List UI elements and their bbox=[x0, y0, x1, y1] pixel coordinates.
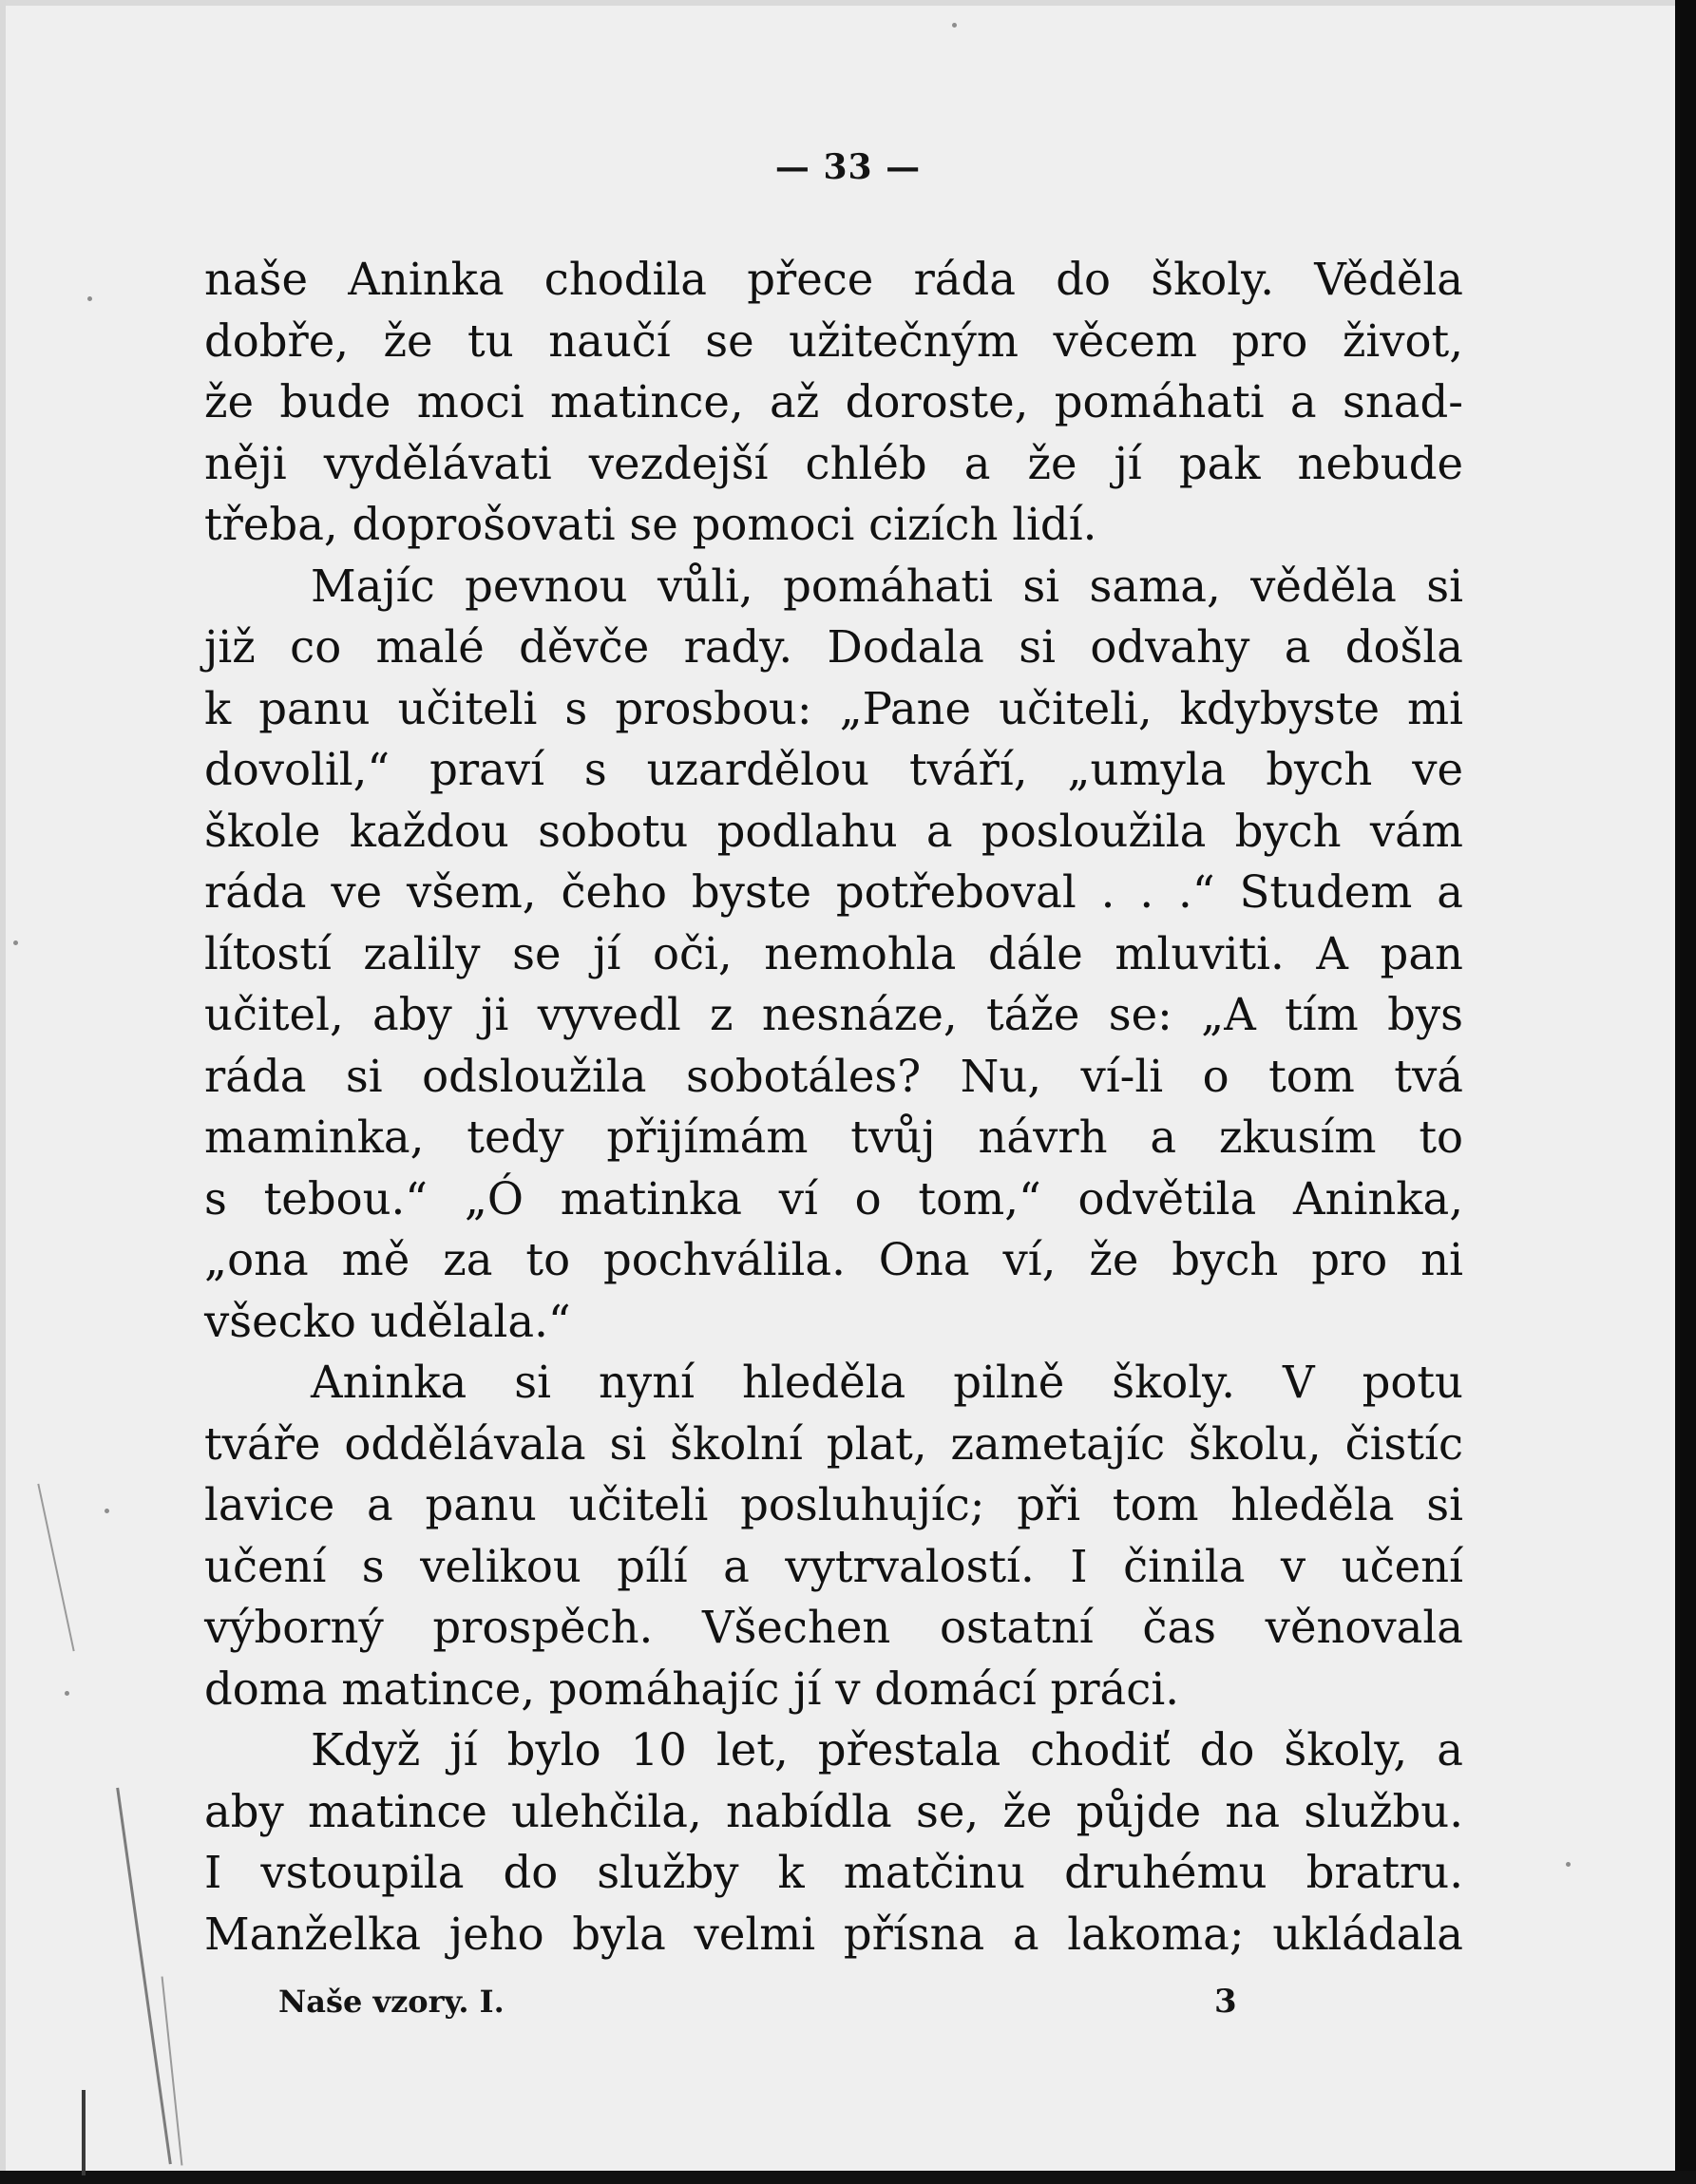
text-line: učitel, aby ji vyvedl z nesnáze, táže se: „A tím bys bbox=[204, 989, 1463, 1040]
text-line: naše Aninka chodila přece ráda do školy. Věděla bbox=[204, 254, 1463, 305]
text-line: I vstoupila do služby k matčinu druhému bratru. bbox=[204, 1847, 1463, 1898]
text-line: k panu učiteli s prosbou: „Pane učiteli, kdybyste mi bbox=[204, 682, 1463, 734]
paragraph bbox=[204, 1352, 1463, 1719]
paper-fibre-mark bbox=[116, 1788, 172, 2165]
text-line: Majíc pevnou vůli, pomáhati si sama, věděla si bbox=[311, 560, 1463, 612]
paper-speck bbox=[65, 1691, 69, 1696]
paper-speck bbox=[105, 1509, 109, 1513]
text-line: tváře oddělávala si školní plat, zametajíc školu, čistíc bbox=[204, 1417, 1463, 1470]
text-line: Když jí bylo 10 let, přestala chodiť do školy, a bbox=[311, 1724, 1463, 1776]
text-line: dobře, že tu naučí se užitečným věcem pro život, bbox=[204, 314, 1463, 367]
paragraph bbox=[204, 556, 1463, 1353]
text-line: Aninka si nyní hleděla pilně školy. V potu bbox=[311, 1357, 1463, 1408]
paragraph bbox=[204, 249, 1463, 556]
paper-fibre-mark bbox=[37, 1484, 74, 1651]
text-line: již co malé děvče rady. Dodala si odvahy a došla bbox=[204, 621, 1463, 673]
paper-speck bbox=[952, 23, 957, 28]
text-line: učení s velikou pílí a vytrvalostí. I činila v učení bbox=[204, 1540, 1463, 1592]
scan-edge-bottom bbox=[0, 2171, 1696, 2184]
page-footer bbox=[0, 1978, 1696, 2025]
paper-speck bbox=[1566, 1862, 1571, 1867]
text-line: výborný prospěch. Všechen ostatní čas věnovala bbox=[204, 1602, 1463, 1653]
text-line: doma matince, pomáhajíc jí v domácí práci. bbox=[204, 1662, 1179, 1715]
text-line: aby matince ulehčila, nabídla se, že půjde na službu. bbox=[204, 1785, 1463, 1837]
scan-edge-top bbox=[0, 0, 1696, 6]
text-line: maminka, tedy přijímám tvůj návrh a zkusím to bbox=[204, 1111, 1463, 1163]
text-line: všecko udělala.“ bbox=[204, 1295, 571, 1347]
text-line: že bude moci matince, až doroste, pomáhati a snad- bbox=[204, 376, 1463, 427]
book-signature-title: Naše vzory. I. bbox=[278, 1984, 505, 2020]
page-number-header: — 33 — bbox=[774, 147, 922, 187]
sheet-signature-number: 3 bbox=[1214, 1983, 1237, 2021]
paper-speck bbox=[13, 940, 18, 945]
paragraph bbox=[204, 1719, 1463, 1965]
paper-speck bbox=[87, 296, 92, 301]
text-line: s tebou.“ „Ó matinka ví o tom,“ odvětila Aninka, bbox=[204, 1172, 1463, 1225]
text-line: lavice a panu učiteli posluhujíc; při tom hleděla si bbox=[204, 1479, 1463, 1530]
paper-fibre-mark bbox=[82, 2090, 86, 2175]
body-text bbox=[204, 249, 1463, 1965]
text-line: „ona mě za to pochválila. Ona ví, že bych pro ni bbox=[204, 1234, 1463, 1285]
scan-edge-right bbox=[1675, 0, 1696, 2184]
text-line: ráda ve všem, čeho byste potřeboval . . .“ Studem a bbox=[204, 866, 1463, 918]
text-line: třeba, doprošovati se pomoci cizích lidí. bbox=[204, 499, 1097, 550]
text-line: lítostí zalily se jí oči, nemohla dále mluviti. A pan bbox=[204, 927, 1463, 979]
text-line: dovolil,“ praví s uzardělou tváří, „umyla bych ve bbox=[204, 744, 1463, 795]
text-line: ráda si odsloužila sobotáles? Nu, ví-li o tom tvá bbox=[204, 1050, 1463, 1102]
scan-edge-left bbox=[0, 0, 6, 2184]
text-line: škole každou sobotu podlahu a posloužila bych vám bbox=[204, 805, 1463, 857]
text-line: něji vydělávati vezdejší chléb a že jí pak nebude bbox=[204, 437, 1463, 489]
text-line: Manželka jeho byla velmi přísna a lakoma; ukládala bbox=[204, 1908, 1463, 1960]
